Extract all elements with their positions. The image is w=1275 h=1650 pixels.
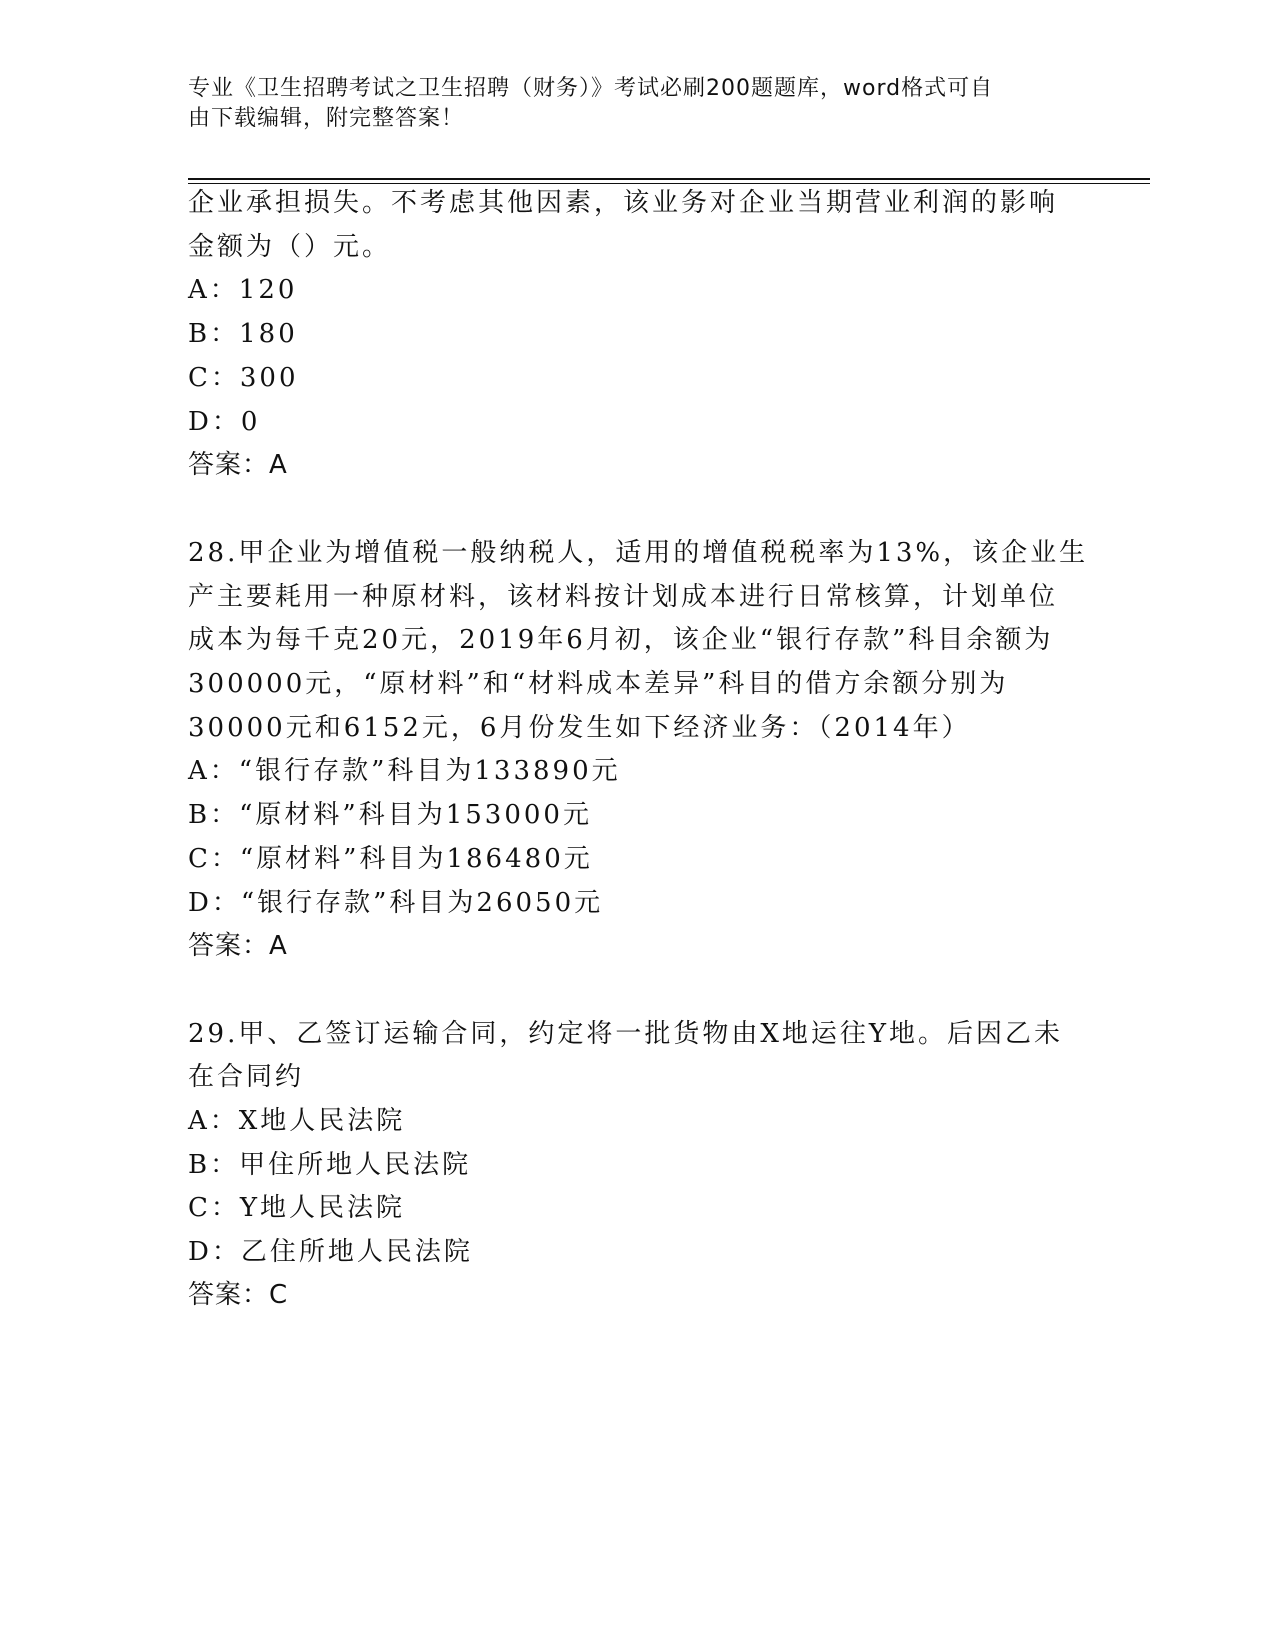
q28-option-b: B：“原材料”科目为153000元 — [188, 800, 592, 830]
q27-option-d: D：0 — [188, 407, 261, 437]
q28-stem-line-2: 产主要耗用一种原材料，该材料按计划成本进行日常核算，计划单位 — [188, 582, 1059, 612]
q28-option-c: C：“原材料”科目为186480元 — [188, 844, 593, 874]
q27-answer: 答案：A — [188, 450, 288, 480]
q27-option-c: C：300 — [188, 363, 299, 393]
q29-option-a: A：X地人民法院 — [188, 1106, 406, 1136]
q28-stem-line-4: 300000元，“原材料”和“材料成本差异”科目的借方余额分别为 — [188, 669, 1009, 699]
q29-option-c: C：Y地人民法院 — [188, 1193, 406, 1223]
header-line-1: 专业《卫生招聘考试之卫生招聘（财务）》考试必刷200题题库，word格式可自 — [188, 76, 994, 101]
q28-stem-line-5: 30000元和6152元，6月份发生如下经济业务：（2014年） — [188, 713, 971, 743]
q29-stem-line-2: 在合同约 — [188, 1062, 305, 1092]
q29-option-d: D：乙住所地人民法院 — [188, 1237, 473, 1267]
q28-option-a: A：“银行存款”科目为133890元 — [188, 756, 621, 786]
q28-option-d: D：“银行存款”科目为26050元 — [188, 888, 604, 918]
q29-answer: 答案：C — [188, 1280, 289, 1310]
q27-option-a: A：120 — [188, 275, 298, 305]
q28-stem-line-3: 成本为每千克20元，2019年6月初，该企业“银行存款”科目余额为 — [188, 625, 1054, 655]
q27-stem-line-1: 企业承担损失。不考虑其他因素，该业务对企业当期营业利润的影响 — [188, 188, 1059, 218]
q28-answer: 答案：A — [188, 931, 288, 961]
q28-stem-line-1: 28.甲企业为增值税一般纳税人，适用的增值税税率为13%，该企业生 — [188, 538, 1089, 568]
header-line-2: 由下载编辑，附完整答案！ — [188, 106, 465, 131]
q29-option-b: B：甲住所地人民法院 — [188, 1150, 472, 1180]
q29-stem-line-1: 29.甲、乙签订运输合同，约定将一批货物由X地运往Y地。后因乙未 — [188, 1019, 1064, 1049]
header-divider-thick — [188, 178, 1150, 180]
q27-stem-line-2: 金额为（）元。 — [188, 232, 392, 262]
q27-option-b: B：180 — [188, 319, 298, 349]
document-header — [188, 74, 1088, 134]
header-divider-thin — [188, 183, 1150, 184]
